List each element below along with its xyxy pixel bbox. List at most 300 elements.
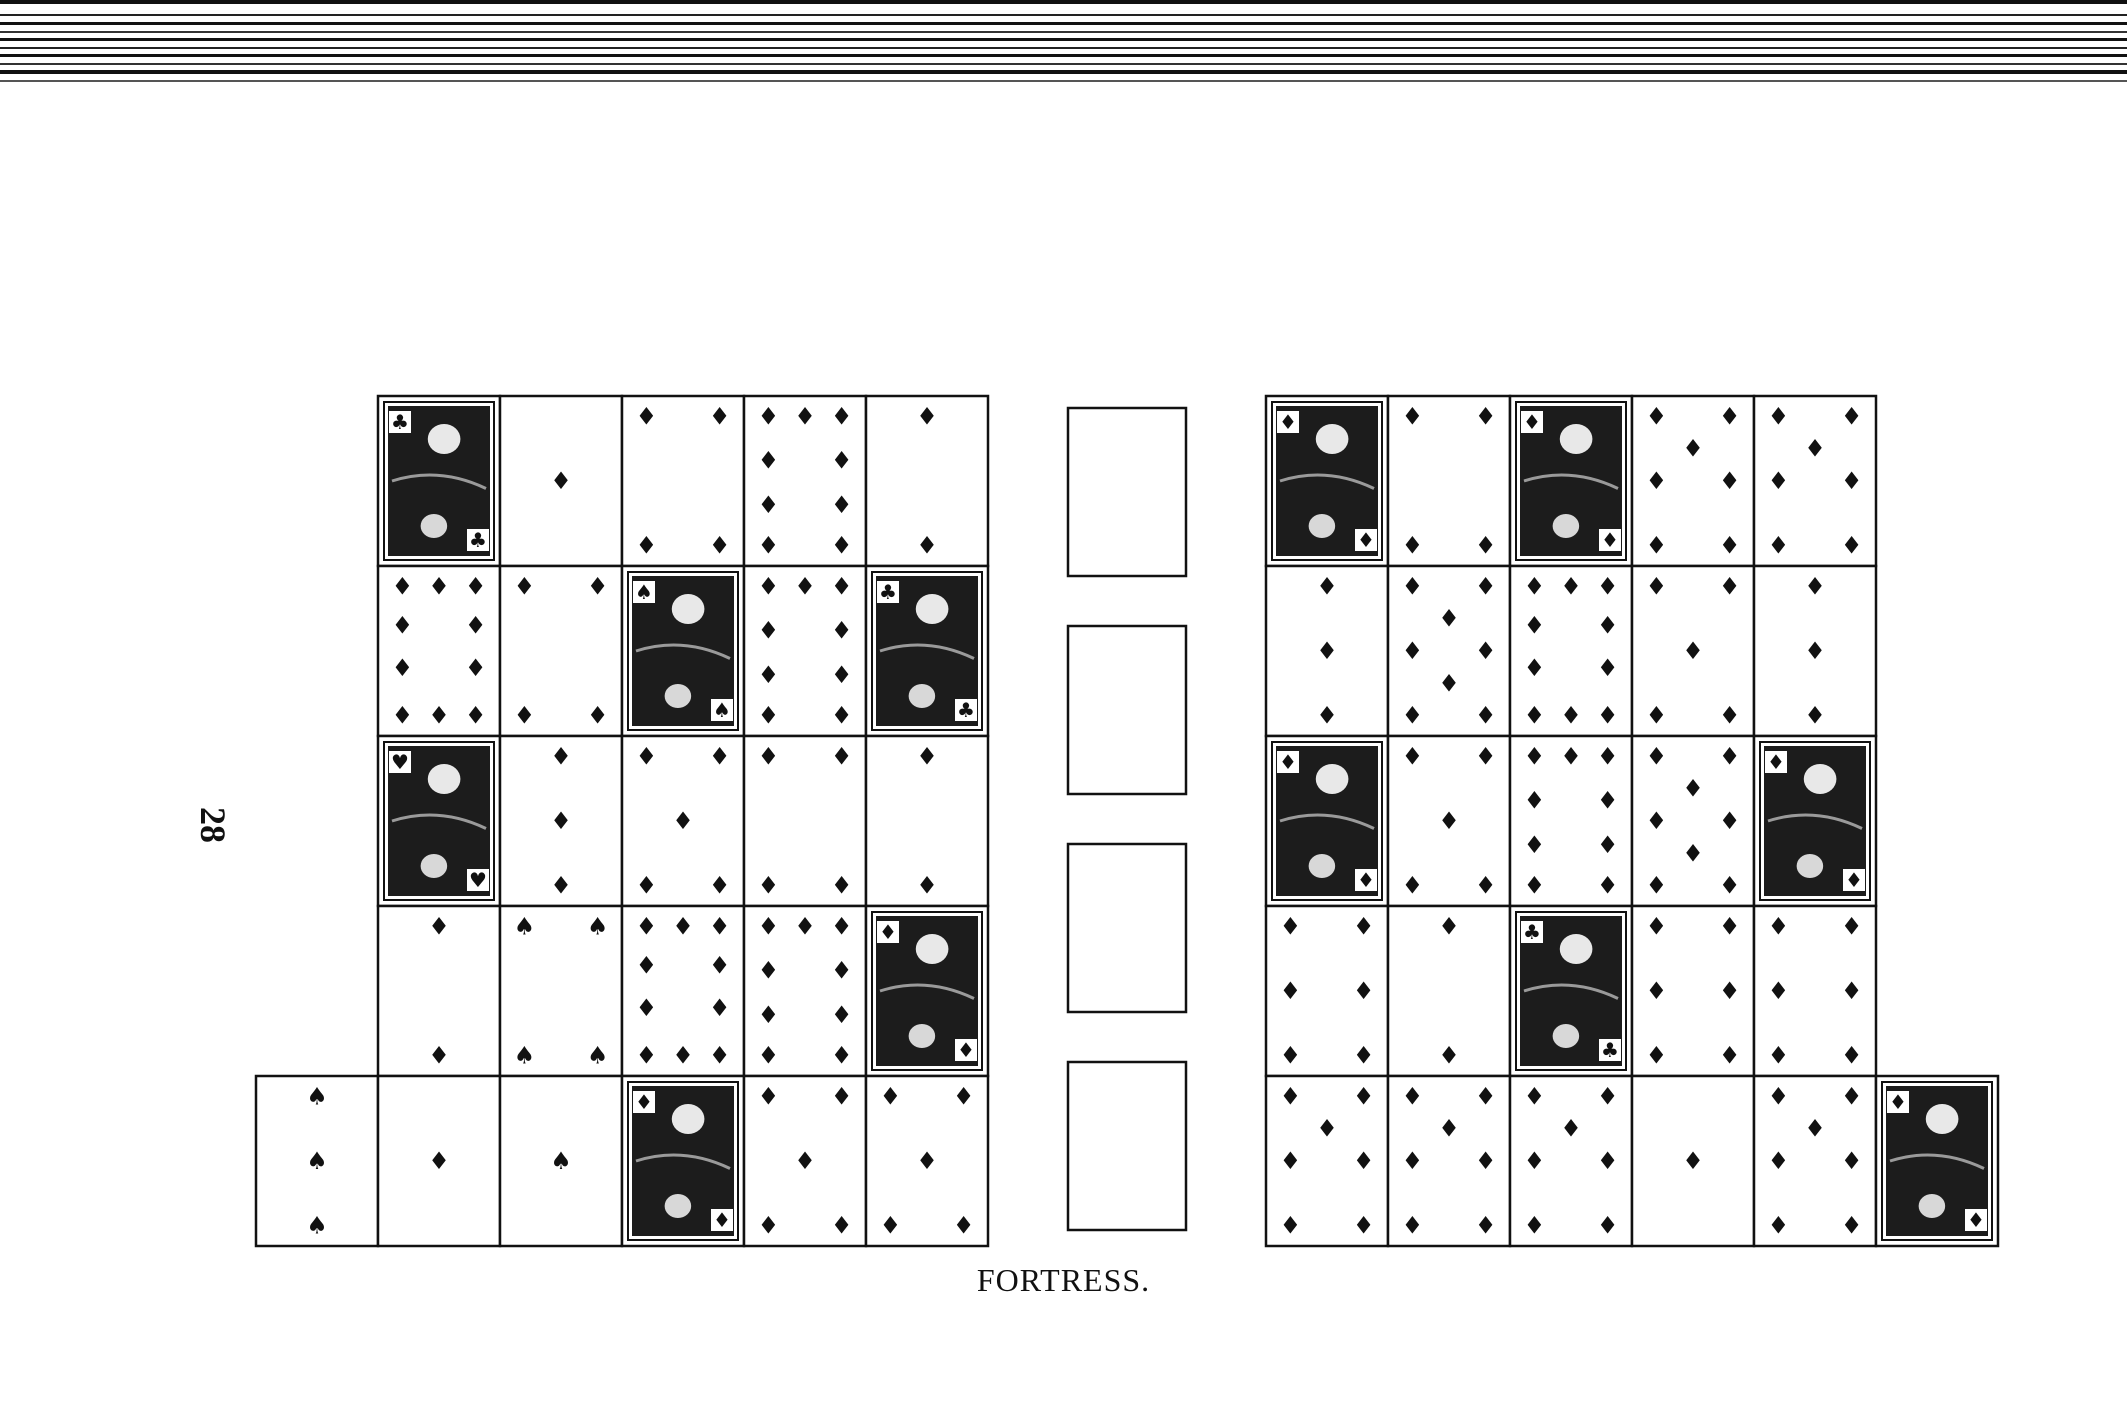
card-pip: ♦ bbox=[1352, 977, 1375, 1005]
card-pip: ♦ bbox=[1840, 1041, 1863, 1070]
card-pip: ♦ bbox=[830, 1211, 853, 1240]
page-caption: FORTRESS. bbox=[976, 1262, 1151, 1298]
card-pip: ♦ bbox=[1401, 1082, 1424, 1111]
left-wing-card-r2-c4 bbox=[744, 566, 866, 736]
court-face-inverted bbox=[1553, 514, 1580, 538]
card-pip: ♦ bbox=[586, 701, 609, 730]
card-pip: ♦ bbox=[1682, 1147, 1704, 1175]
court-face-inverted bbox=[1797, 854, 1824, 878]
card-pip: ♦ bbox=[1523, 701, 1546, 730]
court-suit-index: ♣ bbox=[957, 698, 975, 722]
left-wing-card-r3-c5 bbox=[866, 736, 988, 906]
card-pip: ♦ bbox=[757, 956, 780, 985]
card-pip: ♦ bbox=[830, 616, 853, 645]
court-suit-index: ♣ bbox=[391, 410, 409, 434]
court-suit-index: ♦ bbox=[713, 1208, 731, 1232]
card-pip: ♦ bbox=[1438, 912, 1460, 941]
card-pip: ♦ bbox=[1767, 1211, 1790, 1240]
card-pip: ♦ bbox=[1474, 1211, 1497, 1240]
card-pip: ♦ bbox=[1560, 1114, 1582, 1143]
card-pip: ♦ bbox=[1401, 742, 1424, 771]
card-pip: ♦ bbox=[428, 1041, 450, 1070]
right-wing-card-r5-c5 bbox=[1754, 1076, 1876, 1246]
right-wing-card-r2-c2 bbox=[1388, 566, 1510, 736]
card-pip: ♦ bbox=[1718, 531, 1741, 560]
card-pip: ♦ bbox=[708, 531, 731, 560]
card-pip: ♦ bbox=[1279, 1082, 1302, 1111]
card-pip: ♦ bbox=[757, 1082, 780, 1111]
right-wing-card-r1-c5 bbox=[1754, 396, 1876, 566]
court-face bbox=[1560, 934, 1593, 964]
left-wing-card-r1-c4 bbox=[744, 396, 866, 566]
card-pip: ♦ bbox=[1279, 912, 1302, 941]
card-pip: ♦ bbox=[1523, 1211, 1546, 1240]
right-wing-card-r4-c4 bbox=[1632, 906, 1754, 1076]
right-wing-card-r3-c3 bbox=[1510, 736, 1632, 906]
court-face-inverted bbox=[909, 1024, 936, 1048]
card-pip: ♦ bbox=[635, 402, 658, 431]
card-pip: ♦ bbox=[952, 1082, 975, 1111]
left-wing-card-r1-c2 bbox=[500, 396, 622, 566]
card-pip: ♦ bbox=[1804, 701, 1826, 730]
card-pip: ♦ bbox=[1401, 637, 1424, 665]
left-wing-card-r3-c2 bbox=[500, 736, 622, 906]
card-pip: ♦ bbox=[550, 871, 572, 900]
card-pip: ♦ bbox=[1718, 402, 1741, 431]
card-pip: ♠ bbox=[586, 912, 609, 941]
card-pip: ♦ bbox=[1523, 572, 1546, 601]
card-pip: ♦ bbox=[1474, 637, 1497, 665]
court-suit-index: ♣ bbox=[1523, 920, 1541, 944]
card-pip: ♦ bbox=[1316, 637, 1338, 665]
card-pip: ♦ bbox=[1682, 637, 1704, 665]
card-pip: ♦ bbox=[513, 701, 536, 730]
card-pip: ♠ bbox=[513, 1041, 536, 1070]
court-face bbox=[672, 1104, 705, 1134]
card-pip: ♦ bbox=[1560, 742, 1582, 771]
left-wing-card-r2-c5 bbox=[866, 566, 988, 736]
court-suit-index: ♦ bbox=[1767, 750, 1785, 774]
card-pip: ♦ bbox=[464, 701, 487, 730]
card-pip: ♦ bbox=[1645, 871, 1668, 900]
right-wing-card-r1-c2 bbox=[1388, 396, 1510, 566]
card-pip: ♠ bbox=[306, 1211, 328, 1240]
court-face-inverted bbox=[1309, 514, 1336, 538]
card-pip: ♦ bbox=[1767, 1041, 1790, 1070]
card-pip: ♦ bbox=[916, 871, 938, 900]
card-pip: ♦ bbox=[513, 572, 536, 601]
card-pip: ♦ bbox=[757, 402, 780, 431]
right-wing-card-r5-c3 bbox=[1510, 1076, 1632, 1246]
card-pip: ♦ bbox=[1804, 1114, 1826, 1143]
court-suit-index: ♦ bbox=[1279, 410, 1297, 434]
card-pip: ♦ bbox=[1596, 611, 1619, 640]
card-pip: ♦ bbox=[1401, 701, 1424, 730]
card-pip: ♦ bbox=[1401, 531, 1424, 560]
card-pip: ♦ bbox=[1718, 701, 1741, 730]
card-pip: ♦ bbox=[1352, 1082, 1375, 1111]
card-pip: ♦ bbox=[1596, 1211, 1619, 1240]
right-wing-card-r3-c4 bbox=[1632, 736, 1754, 906]
card-pip: ♦ bbox=[830, 871, 853, 900]
card-pip: ♦ bbox=[1718, 467, 1741, 495]
card-pip: ♦ bbox=[1767, 467, 1790, 495]
card-pip: ♦ bbox=[1804, 572, 1826, 601]
card-pip: ♦ bbox=[1682, 839, 1704, 868]
card-pip: ♦ bbox=[1596, 701, 1619, 730]
card-pip: ♦ bbox=[1401, 871, 1424, 900]
right-wing-card-r1-c4 bbox=[1632, 396, 1754, 566]
right-wing-card-r3-c1 bbox=[1266, 736, 1388, 906]
card-pip: ♦ bbox=[830, 402, 853, 431]
left-wing-card-r4-c1 bbox=[378, 906, 500, 1076]
card-pip: ♦ bbox=[916, 402, 938, 431]
left-wing-card-r1-c3 bbox=[622, 396, 744, 566]
card-pip: ♠ bbox=[306, 1147, 328, 1175]
court-suit-index: ♦ bbox=[1889, 1090, 1907, 1114]
court-face bbox=[1560, 424, 1593, 454]
left-wing-card-r4-c2 bbox=[500, 906, 622, 1076]
card-pip: ♦ bbox=[1804, 434, 1826, 463]
court-suit-index: ♦ bbox=[1279, 750, 1297, 774]
foundation-space-4 bbox=[1068, 1062, 1186, 1230]
card-pip: ♦ bbox=[1767, 1082, 1790, 1111]
card-pip: ♦ bbox=[1474, 402, 1497, 431]
right-wing-card-r5-c4 bbox=[1632, 1076, 1754, 1246]
card-pip: ♠ bbox=[550, 1147, 572, 1175]
card-pip: ♦ bbox=[1645, 1041, 1668, 1070]
card-pip: ♦ bbox=[1645, 572, 1668, 601]
card-pip: ♦ bbox=[1352, 1147, 1375, 1175]
card-pip: ♦ bbox=[708, 871, 731, 900]
card-pip: ♦ bbox=[1718, 1041, 1741, 1070]
card-pip: ♦ bbox=[757, 446, 780, 475]
card-pip: ♦ bbox=[1474, 871, 1497, 900]
court-suit-index: ♠ bbox=[713, 698, 731, 722]
card-pip: ♦ bbox=[550, 742, 572, 771]
court-suit-index: ♣ bbox=[469, 528, 487, 552]
card-pip: ♦ bbox=[428, 1147, 450, 1175]
court-suit-index: ♣ bbox=[1601, 1038, 1619, 1062]
card-pip: ♦ bbox=[794, 912, 816, 941]
right-wing-card-r4-c1 bbox=[1266, 906, 1388, 1076]
card-pip: ♦ bbox=[1840, 531, 1863, 560]
left-wing-card-r2-c2 bbox=[500, 566, 622, 736]
card-pip: ♦ bbox=[757, 490, 780, 519]
card-pip: ♦ bbox=[757, 871, 780, 900]
card-pip: ♦ bbox=[1645, 402, 1668, 431]
card-pip: ♦ bbox=[1718, 912, 1741, 941]
card-pip: ♦ bbox=[1767, 531, 1790, 560]
card-pip: ♦ bbox=[1645, 807, 1668, 835]
card-pip: ♦ bbox=[635, 994, 658, 1022]
card-pip: ♦ bbox=[1560, 572, 1582, 601]
card-pip: ♦ bbox=[428, 912, 450, 941]
card-pip: ♦ bbox=[672, 807, 694, 835]
left-wing-card-r4-c4 bbox=[744, 906, 866, 1076]
card-pip: ♦ bbox=[1523, 871, 1546, 900]
card-pip: ♦ bbox=[757, 1041, 780, 1070]
card-pip: ♦ bbox=[757, 912, 780, 941]
card-pip: ♦ bbox=[1645, 742, 1668, 771]
court-suit-index: ♦ bbox=[1967, 1208, 1985, 1232]
left-wing-card-r5-c3 bbox=[500, 1076, 622, 1246]
card-pip: ♦ bbox=[1645, 467, 1668, 495]
card-pip: ♦ bbox=[1438, 669, 1460, 698]
card-pip: ♦ bbox=[1352, 912, 1375, 941]
right-wing-card-r4-c3 bbox=[1510, 906, 1632, 1076]
court-face bbox=[916, 594, 949, 624]
card-pip: ♦ bbox=[391, 611, 414, 640]
court-face-inverted bbox=[665, 1194, 692, 1218]
card-pip: ♦ bbox=[708, 402, 731, 431]
card-pip: ♦ bbox=[464, 611, 487, 640]
court-face bbox=[916, 934, 949, 964]
card-pip: ♦ bbox=[464, 654, 487, 682]
card-pip: ♦ bbox=[952, 1211, 975, 1240]
court-suit-index: ♦ bbox=[1357, 528, 1375, 552]
card-pip: ♦ bbox=[1438, 1114, 1460, 1143]
card-pip: ♦ bbox=[830, 912, 853, 941]
card-pip: ♦ bbox=[830, 1041, 853, 1070]
card-pip: ♦ bbox=[757, 531, 780, 560]
card-pip: ♦ bbox=[1438, 604, 1460, 633]
card-pip: ♦ bbox=[1645, 701, 1668, 730]
card-pip: ♦ bbox=[1840, 467, 1863, 495]
right-wing-card-r2-c4 bbox=[1632, 566, 1754, 736]
card-pip: ♦ bbox=[1279, 1147, 1302, 1175]
card-pip: ♦ bbox=[830, 446, 853, 475]
card-pip: ♦ bbox=[830, 490, 853, 519]
court-face-inverted bbox=[1553, 1024, 1580, 1048]
left-wing-card-r5-c4 bbox=[622, 1076, 744, 1246]
card-pip: ♦ bbox=[1840, 1082, 1863, 1111]
court-suit-index: ♦ bbox=[1357, 868, 1375, 892]
card-pip: ♦ bbox=[1523, 830, 1546, 859]
court-suit-index: ♦ bbox=[1845, 868, 1863, 892]
card-pip: ♦ bbox=[1596, 1082, 1619, 1111]
card-pip: ♦ bbox=[1401, 1147, 1424, 1175]
card-pip: ♦ bbox=[1352, 1041, 1375, 1070]
card-pip: ♦ bbox=[635, 742, 658, 771]
card-pip: ♦ bbox=[1474, 701, 1497, 730]
card-pip: ♦ bbox=[757, 660, 780, 689]
card-pip: ♦ bbox=[1401, 1211, 1424, 1240]
card-pip: ♦ bbox=[1474, 572, 1497, 601]
card-pip: ♦ bbox=[916, 531, 938, 560]
card-pip: ♦ bbox=[1316, 572, 1338, 601]
court-suit-index: ♦ bbox=[879, 920, 897, 944]
page-number: 28 bbox=[193, 807, 233, 843]
card-pip: ♦ bbox=[1316, 1114, 1338, 1143]
foundation-space-2 bbox=[1068, 626, 1186, 794]
card-pip: ♦ bbox=[830, 701, 853, 730]
card-pip: ♦ bbox=[757, 1211, 780, 1240]
card-pip: ♦ bbox=[708, 1041, 731, 1070]
left-wing-card-r1-c1 bbox=[378, 396, 500, 566]
left-wing-card-r5-c5 bbox=[744, 1076, 866, 1246]
court-face-inverted bbox=[1919, 1194, 1946, 1218]
card-pip: ♦ bbox=[1352, 1211, 1375, 1240]
card-pip: ♦ bbox=[757, 701, 780, 730]
court-suit-index: ♥ bbox=[391, 750, 409, 774]
foundation-space-1 bbox=[1068, 408, 1186, 576]
card-pip: ♦ bbox=[1438, 807, 1460, 835]
card-pip: ♦ bbox=[1523, 654, 1546, 682]
card-pip: ♦ bbox=[672, 1041, 694, 1070]
card-pip: ♦ bbox=[916, 742, 938, 771]
card-pip: ♦ bbox=[1596, 572, 1619, 601]
card-pip: ♦ bbox=[916, 1147, 938, 1175]
card-pip: ♦ bbox=[1279, 1211, 1302, 1240]
card-pip: ♦ bbox=[1718, 871, 1741, 900]
card-pip: ♦ bbox=[1718, 572, 1741, 601]
card-pip: ♦ bbox=[550, 467, 572, 495]
court-face-inverted bbox=[909, 684, 936, 708]
card-pip: ♠ bbox=[513, 912, 536, 941]
card-pip: ♦ bbox=[1438, 1041, 1460, 1070]
left-wing-card-r5-c6 bbox=[866, 1076, 988, 1246]
court-face-inverted bbox=[665, 684, 692, 708]
card-pip: ♦ bbox=[586, 572, 609, 601]
left-wing-card-r3-c3 bbox=[622, 736, 744, 906]
card-pip: ♦ bbox=[830, 956, 853, 985]
card-pip: ♦ bbox=[1596, 654, 1619, 682]
court-face bbox=[1316, 424, 1349, 454]
card-pip: ♦ bbox=[1682, 774, 1704, 803]
card-pip: ♦ bbox=[1596, 830, 1619, 859]
left-wing-card-r3-c1 bbox=[378, 736, 500, 906]
card-pip: ♦ bbox=[464, 572, 487, 601]
card-pip: ♦ bbox=[757, 572, 780, 601]
right-wing-card-r1-c1 bbox=[1266, 396, 1388, 566]
court-suit-index: ♣ bbox=[879, 580, 897, 604]
right-wing-card-r2-c3 bbox=[1510, 566, 1632, 736]
card-pip: ♦ bbox=[1767, 912, 1790, 941]
card-pip: ♦ bbox=[1804, 637, 1826, 665]
card-pip: ♦ bbox=[1840, 1211, 1863, 1240]
card-pip: ♦ bbox=[1401, 572, 1424, 601]
right-wing-card-r5-c1 bbox=[1266, 1076, 1388, 1246]
court-face bbox=[1316, 764, 1349, 794]
card-pip: ♠ bbox=[586, 1041, 609, 1070]
left-wing-card-r4-c3 bbox=[622, 906, 744, 1076]
card-pip: ♦ bbox=[1645, 531, 1668, 560]
court-suit-index: ♥ bbox=[469, 868, 487, 892]
court-suit-index: ♦ bbox=[1601, 528, 1619, 552]
card-pip: ♦ bbox=[757, 1000, 780, 1029]
card-pip: ♦ bbox=[1279, 1041, 1302, 1070]
card-pip: ♦ bbox=[1560, 701, 1582, 730]
right-wing-card-r4-c2 bbox=[1388, 906, 1510, 1076]
court-face-inverted bbox=[1309, 854, 1336, 878]
card-pip: ♦ bbox=[1474, 1082, 1497, 1111]
card-pip: ♦ bbox=[708, 742, 731, 771]
card-pip: ♦ bbox=[879, 1211, 902, 1240]
left-wing-card-r4-c5 bbox=[866, 906, 988, 1076]
foundation-space-3 bbox=[1068, 844, 1186, 1012]
card-pip: ♦ bbox=[635, 871, 658, 900]
card-pip: ♦ bbox=[1718, 807, 1741, 835]
right-wing-card-r3-c2 bbox=[1388, 736, 1510, 906]
left-wing-card-r3-c4 bbox=[744, 736, 866, 906]
card-pip: ♦ bbox=[1523, 1082, 1546, 1111]
card-pip: ♦ bbox=[830, 742, 853, 771]
card-pip: ♦ bbox=[391, 701, 414, 730]
card-pip: ♦ bbox=[550, 807, 572, 835]
court-suit-index: ♦ bbox=[635, 1090, 653, 1114]
card-pip: ♦ bbox=[1767, 977, 1790, 1005]
card-pip: ♦ bbox=[1840, 912, 1863, 941]
card-pip: ♦ bbox=[830, 572, 853, 601]
court-face bbox=[1804, 764, 1837, 794]
card-pip: ♦ bbox=[830, 1082, 853, 1111]
card-pip: ♦ bbox=[1474, 1147, 1497, 1175]
court-suit-index: ♦ bbox=[957, 1038, 975, 1062]
right-wing-card-r4-c5 bbox=[1754, 906, 1876, 1076]
card-pip: ♦ bbox=[1718, 742, 1741, 771]
card-pip: ♦ bbox=[1840, 977, 1863, 1005]
left-wing-card-r5-c1 bbox=[256, 1076, 378, 1246]
card-pip: ♦ bbox=[830, 1000, 853, 1029]
left-wing-card-r2-c1 bbox=[378, 566, 500, 736]
card-pip: ♦ bbox=[672, 912, 694, 941]
card-pip: ♦ bbox=[830, 660, 853, 689]
card-pip: ♦ bbox=[391, 572, 414, 601]
card-pip: ♦ bbox=[1682, 434, 1704, 463]
court-face bbox=[428, 764, 461, 794]
card-pip: ♦ bbox=[635, 1041, 658, 1070]
card-pip: ♦ bbox=[708, 951, 731, 980]
court-face-inverted bbox=[421, 514, 448, 538]
card-pip: ♦ bbox=[1596, 1147, 1619, 1175]
card-pip: ♦ bbox=[1645, 977, 1668, 1005]
card-pip: ♦ bbox=[1474, 742, 1497, 771]
card-pip: ♦ bbox=[794, 1147, 816, 1175]
card-pip: ♦ bbox=[794, 572, 816, 601]
left-wing-card-r2-c3 bbox=[622, 566, 744, 736]
card-pip: ♦ bbox=[1523, 1147, 1546, 1175]
court-face-inverted bbox=[421, 854, 448, 878]
card-pip: ♦ bbox=[1523, 786, 1546, 815]
card-pip: ♦ bbox=[708, 994, 731, 1022]
right-wing-card-r3-c5 bbox=[1754, 736, 1876, 906]
card-pip: ♦ bbox=[1767, 1147, 1790, 1175]
court-suit-index: ♠ bbox=[635, 580, 653, 604]
card-pip: ♦ bbox=[757, 742, 780, 771]
card-pip: ♦ bbox=[428, 701, 450, 730]
card-pip: ♦ bbox=[1523, 611, 1546, 640]
card-pip: ♦ bbox=[1840, 1147, 1863, 1175]
card-pip: ♦ bbox=[635, 912, 658, 941]
card-pip: ♦ bbox=[1718, 977, 1741, 1005]
card-pip: ♦ bbox=[635, 951, 658, 980]
left-wing-card-r1-c5 bbox=[866, 396, 988, 566]
left-wing-card-r5-c2 bbox=[378, 1076, 500, 1246]
card-pip: ♦ bbox=[879, 1082, 902, 1111]
card-pip: ♦ bbox=[428, 572, 450, 601]
card-pip: ♦ bbox=[757, 616, 780, 645]
card-pip: ♦ bbox=[1316, 701, 1338, 730]
card-pip: ♦ bbox=[708, 912, 731, 941]
court-face bbox=[428, 424, 461, 454]
right-wing-card-r5-c2 bbox=[1388, 1076, 1510, 1246]
card-pip: ♦ bbox=[1401, 402, 1424, 431]
court-suit-index: ♦ bbox=[1523, 410, 1541, 434]
card-pip: ♦ bbox=[1596, 742, 1619, 771]
card-pip: ♠ bbox=[306, 1082, 328, 1111]
card-pip: ♦ bbox=[1645, 912, 1668, 941]
